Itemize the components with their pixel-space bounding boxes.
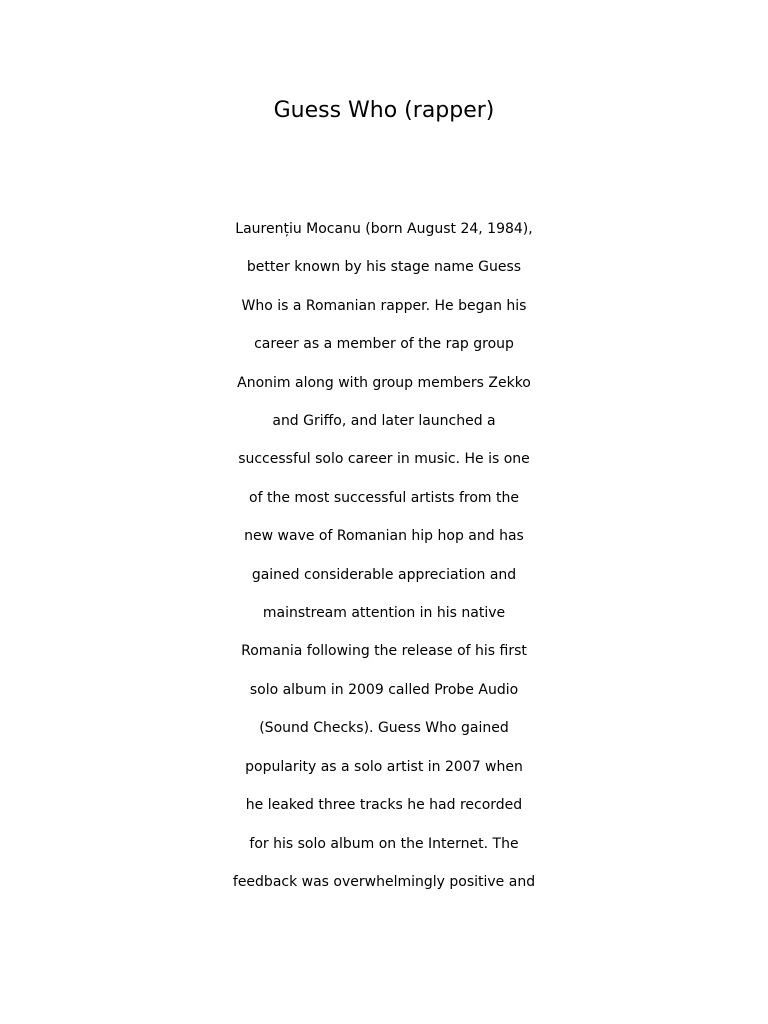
- body-line: and Griffo, and later launched a: [272, 413, 496, 430]
- body-line: gained considerable appreciation and: [251, 566, 517, 583]
- body-line: Romania following the release of his first: [241, 643, 527, 660]
- body-line: mainstream attention in his native: [262, 605, 506, 622]
- body-line: successful solo career in music. He is one: [238, 451, 530, 468]
- body-line: career as a member of the rap group: [254, 336, 514, 353]
- body-line: new wave of Romanian hip hop and has: [244, 528, 524, 545]
- body-line: feedback was overwhelmingly positive and: [232, 873, 536, 890]
- body-line: solo album in 2009 called Probe Audio: [249, 681, 519, 698]
- body-line: for his solo album on the Internet. The: [249, 835, 519, 852]
- body-line: of the most successful artists from the: [249, 489, 519, 506]
- body-line: popularity as a solo artist in 2007 when: [245, 758, 523, 775]
- body-line: Who is a Romanian rapper. He began his: [241, 297, 527, 314]
- body-line: Anonim along with group members Zekko: [237, 374, 531, 391]
- body-line: (Sound Checks). Guess Who gained: [259, 720, 509, 737]
- document-body: [0, 210, 768, 901]
- body-line: Laurențiu Mocanu (born August 24, 1984),: [235, 221, 533, 237]
- document-title: Guess Who (rapper): [273, 98, 495, 123]
- body-line: he leaked three tracks he had recorded: [245, 797, 523, 814]
- body-line: better known by his stage name Guess: [246, 259, 522, 276]
